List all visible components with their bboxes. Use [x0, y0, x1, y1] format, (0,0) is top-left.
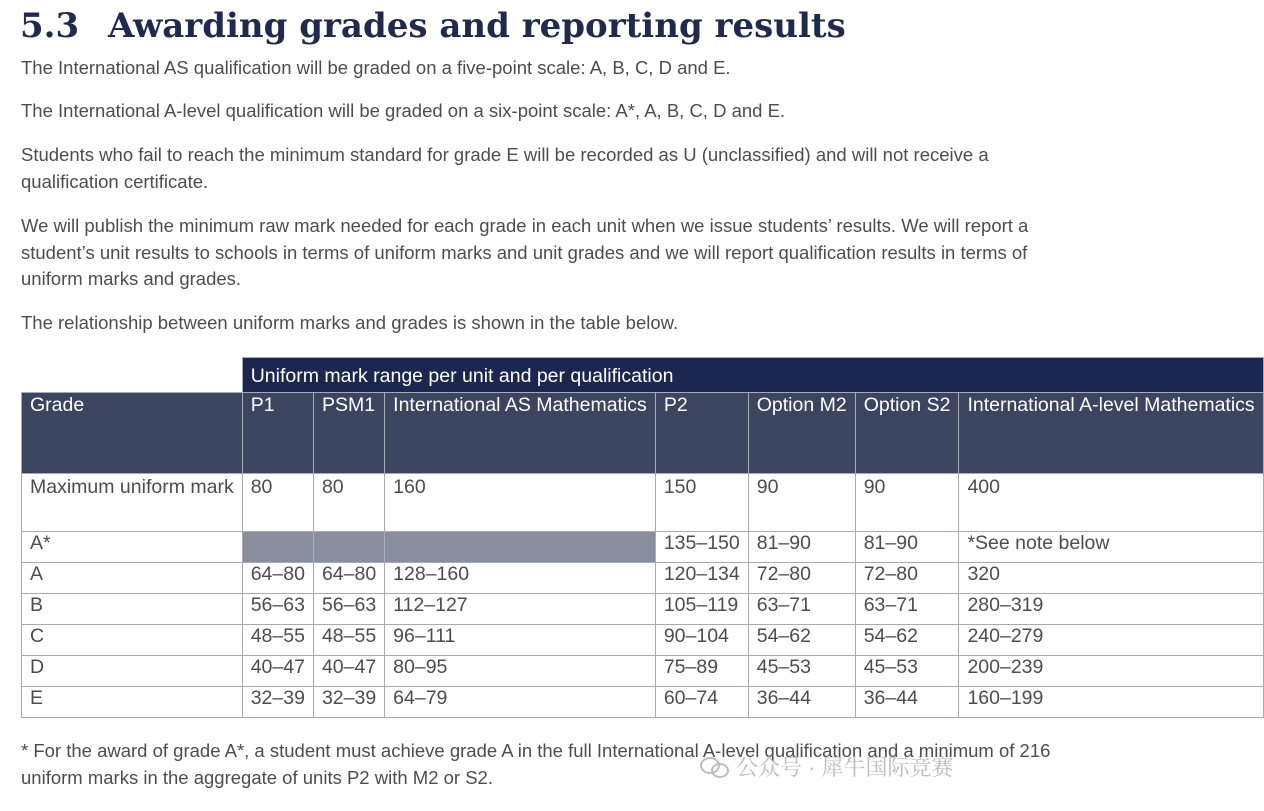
table-cell: 81–90	[748, 532, 855, 563]
grade-row-c	[22, 625, 1264, 656]
grade-row-d	[22, 656, 1264, 687]
grade-row-a-star	[22, 532, 1264, 563]
table-cell: 150	[655, 474, 748, 532]
table-cell: 80–95	[385, 656, 656, 687]
table-cell: 54–62	[748, 625, 855, 656]
table-cell: 54–62	[855, 625, 959, 656]
grade-row-b	[22, 594, 1264, 625]
uniform-marks-table	[21, 357, 1264, 718]
table-cell: 90	[748, 474, 855, 532]
table-cell: 81–90	[855, 532, 959, 563]
table-cell: C	[22, 625, 243, 656]
table-cell: 240–279	[959, 625, 1263, 656]
paragraph-as-scale: The International AS qualification will be graded on a five-point scale: A, B, C, D and E.	[21, 57, 731, 78]
table-cell: 320	[959, 563, 1263, 594]
table-cell: 200–239	[959, 656, 1263, 687]
paragraph-table-intro: The relationship between uniform marks and grades is shown in the table below.	[21, 312, 679, 333]
wechat-icon	[700, 755, 730, 779]
paragraph-reporting: We will publish the minimum raw mark needed for each grade in each unit when we issue students’ results. We will report a student’s unit results to schools in terms of uniform marks and unit grades and we will report qualification results in terms of uniform marks and grades.	[21, 215, 1029, 289]
table-cell: 56–63	[242, 594, 313, 625]
grade-row-e	[22, 687, 1264, 718]
column-header: International AS Mathematics	[385, 393, 656, 474]
table-cell: 280–319	[959, 594, 1263, 625]
column-header: PSM1	[313, 393, 384, 474]
table-cell: Maximum uniform mark	[22, 474, 243, 532]
table-cell: 112–127	[385, 594, 656, 625]
grade-row-a	[22, 563, 1264, 594]
table-cell: 120–134	[655, 563, 748, 594]
watermark	[700, 751, 954, 782]
table-cell: 75–89	[655, 656, 748, 687]
column-header: Option S2	[855, 393, 959, 474]
column-header: P2	[655, 393, 748, 474]
section-number: 5.3	[20, 6, 80, 46]
table-cell: 128–160	[385, 563, 656, 594]
table-cell: 105–119	[655, 594, 748, 625]
table-cell: 90–104	[655, 625, 748, 656]
table-cell: A*	[22, 532, 243, 563]
table-cell: 90	[855, 474, 959, 532]
table-cell: 36–44	[748, 687, 855, 718]
table-cell: 63–71	[748, 594, 855, 625]
table-cell: 64–79	[385, 687, 656, 718]
table-cell: B	[22, 594, 243, 625]
table-cell: 32–39	[313, 687, 384, 718]
table-cell: 80	[313, 474, 384, 532]
table-cell: 64–80	[242, 563, 313, 594]
section-heading	[20, 6, 846, 46]
watermark-text: 公众号 · 犀牛国际竞赛	[736, 755, 954, 780]
not-applicable-cell	[313, 532, 384, 563]
table-cell: 45–53	[748, 656, 855, 687]
table-cell: 56–63	[313, 594, 384, 625]
not-applicable-cell	[385, 532, 656, 563]
table-cell: 160–199	[959, 687, 1263, 718]
table-cell: 63–71	[855, 594, 959, 625]
column-header: International A-level Mathematics	[959, 393, 1263, 474]
table-cell: 135–150	[655, 532, 748, 563]
table-cell: 400	[959, 474, 1263, 532]
table-cell: 160	[385, 474, 656, 532]
table-cell: 80	[242, 474, 313, 532]
footnote: * For the award of grade A*, a student must achieve grade A in the full International A-level qualification and a minimum of 216 uniform marks in the aggregate of units P2 with M2 or S2.	[21, 740, 1051, 788]
not-applicable-cell	[242, 532, 313, 563]
column-header: Grade	[22, 393, 243, 474]
blank-corner-cell	[22, 358, 243, 393]
table-cell: 48–55	[313, 625, 384, 656]
paragraph-unclassified: Students who fail to reach the minimum standard for grade E will be recorded as U (unclassified) and will not receive a qualification certificate.	[21, 144, 989, 192]
column-header: P1	[242, 393, 313, 474]
table-cell: *See note below	[959, 532, 1263, 563]
table-cell: 45–53	[855, 656, 959, 687]
table-cell: 72–80	[748, 563, 855, 594]
table-cell: 40–47	[313, 656, 384, 687]
max-mark-row	[22, 474, 1264, 532]
table-cell: 48–55	[242, 625, 313, 656]
section-title: Awarding grades and reporting results	[108, 6, 846, 46]
table-cell: 40–47	[242, 656, 313, 687]
table-cell: 32–39	[242, 687, 313, 718]
table-cell: 96–111	[385, 625, 656, 656]
table-cell: 36–44	[855, 687, 959, 718]
column-header: Option M2	[748, 393, 855, 474]
table-cell: D	[22, 656, 243, 687]
table-span-header-row	[22, 358, 1264, 393]
table-header-row	[22, 393, 1264, 474]
table-cell: 72–80	[855, 563, 959, 594]
table-cell: 64–80	[313, 563, 384, 594]
span-header: Uniform mark range per unit and per qualification	[242, 358, 1263, 393]
table-cell: E	[22, 687, 243, 718]
table-cell: A	[22, 563, 243, 594]
table-cell: 60–74	[655, 687, 748, 718]
paragraph-alevel-scale: The International A-level qualification will be graded on a six-point scale: A*, A, B, C, D and E.	[21, 100, 786, 121]
